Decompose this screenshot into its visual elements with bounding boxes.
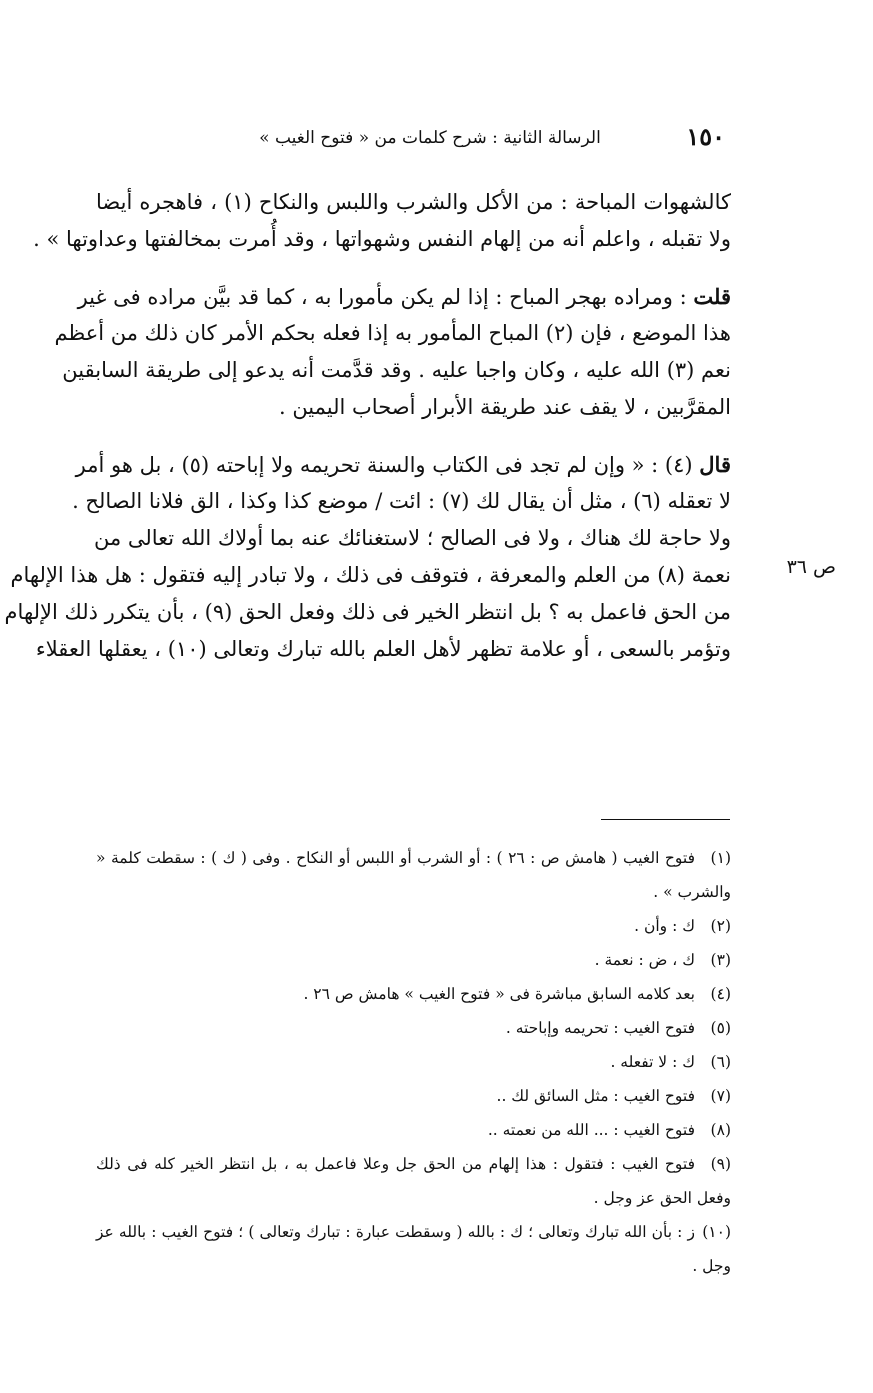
footnote-line <box>96 943 731 977</box>
footnote-text: فتوح الغيب : ... الله من نعمته .. <box>487 1121 695 1139</box>
footnote-line: والشرب » . <box>653 883 731 901</box>
footnote-number: (٩) <box>710 1155 732 1173</box>
margin-page-reference: ص ٣٦ <box>786 556 836 578</box>
footnote-number: (٨) <box>710 1121 731 1139</box>
footnote-separator <box>601 819 730 820</box>
footnote <box>96 1147 731 1215</box>
text-line: وتؤمر بالسعى ، أو علامة تظهر لأهل العلم بالله تبارك وتعالى (١٠) ، يعقلها العقلاء <box>35 637 731 661</box>
paragraph-lead-word: قال <box>699 452 731 477</box>
footnote <box>96 909 731 943</box>
footnote-number: (٧) <box>710 1087 731 1105</box>
footnote-text: ز : بأن الله تبارك وتعالى ؛ ك : بالله ( وسقطت عبارة : تبارك وتعالى ) ؛ فتوح الغيب : بالله عز <box>96 1223 695 1241</box>
footnote-text: ك ، ض : نعمة . <box>594 951 695 969</box>
footnote <box>96 1011 731 1045</box>
text-line: لا تعقله (٦) ، مثل أن يقال لك (٧) : ائت / موضع كذا وكذا ، الق فلانا الصالح . <box>72 489 731 513</box>
text-line: كالشهوات المباحة : من الأكل والشرب واللبس والنكاح (١) ، فاهجره أيضا <box>96 190 731 214</box>
text-line: ولا حاجة لك هناك ، ولا فى الصالح ؛ لاستغنائك عنه بما أولاك الله تعالى من <box>93 526 731 550</box>
footnote-number: (٤) <box>710 985 731 1003</box>
text-line <box>77 278 731 315</box>
footnote-line: وفعل الحق عز وجل . <box>593 1189 731 1207</box>
paragraph <box>4 446 731 668</box>
footnotes <box>96 841 731 1283</box>
footnote-line <box>96 1045 731 1079</box>
footnote-line <box>96 1147 731 1181</box>
footnote-line <box>96 841 731 875</box>
footnote-number: (٢) <box>710 917 731 935</box>
footnote-text: فتوح الغيب : تحريمه وإباحته . <box>505 1019 695 1037</box>
text-line: من الحق فاعمل به ؟ بل انتظر الخير فى ذلك وفعل الحق (٩) ، بأن يتكرر ذلك الإلهام <box>4 600 731 624</box>
text-line: ولا تقبله ، واعلم أنه من إلهام النفس وشهواتها ، وقد أُمرت بمخالفتها وعداوتها » . <box>33 227 731 251</box>
footnote-number: (٦) <box>710 1053 731 1071</box>
paragraph <box>33 184 731 258</box>
running-title: الرسالة الثانية : شرح كلمات من « فتوح الغيب » <box>259 128 601 148</box>
text-line: نعمة (٨) من العلم والمعرفة ، فتوقف فى ذلك ، ولا تبادر إليه فتقول : هل هذا الإلهام <box>10 563 731 587</box>
text-line <box>75 446 731 483</box>
page-number: ١٥٠ <box>686 122 725 151</box>
main-text <box>4 184 731 668</box>
footnote-number: (٣) <box>710 951 731 969</box>
text-line-rest: (٤) : « وإن لم تجد فى الكتاب والسنة تحريمه ولا إباحته (٥) ، بل هو أمر <box>75 453 700 477</box>
footnote-line <box>96 977 731 1011</box>
footnote-text: فتوح الغيب : مثل السائق لك .. <box>496 1087 695 1105</box>
footnote <box>96 841 731 909</box>
footnote <box>96 1045 731 1079</box>
footnote-text: فتوح الغيب : فتقول : هذا إلهام من الحق جل وعلا فاعمل به ، بل انتظر الخير كله فى ذلك <box>96 1155 696 1173</box>
footnote-text: فتوح الغيب ( هامش ص : ٢٦ ) : أو الشرب أو اللبس أو النكاح . وفى ( ك ) : سقطت كلمة « <box>96 849 695 867</box>
footnote-line <box>96 909 731 943</box>
footnote-line <box>96 1113 731 1147</box>
footnote-number: (٥) <box>710 1019 731 1037</box>
footnote-number: (١٠) <box>702 1223 731 1241</box>
footnote-line <box>96 1011 731 1045</box>
footnote-line <box>96 1079 731 1113</box>
footnote <box>96 1215 731 1283</box>
footnote-line: وجل . <box>692 1257 731 1275</box>
footnote <box>96 943 731 977</box>
text-line: هذا الموضع ، فإن (٢) المباح المأمور به إذا فعله بحكم الأمر كان ذلك من أعظم <box>54 321 731 345</box>
text-line: المقرَّبين ، لا يقف عند طريقة الأبرار أصحاب اليمين . <box>278 395 731 419</box>
paragraph-lead-word: قلت <box>693 284 731 309</box>
text-line: نعم (٣) الله عليه ، وكان واجبا عليه . وقد قدَّمت أنه يدعو إلى طريقة السابقين <box>62 358 731 382</box>
footnote <box>96 1113 731 1147</box>
text-line-rest: : ومراده بهجر المباح : إذا لم يكن مأمورا به ، كما قد بيَّن مراده فى غير <box>77 285 694 309</box>
footnote-text: ك : لا تفعله . <box>610 1053 695 1071</box>
footnote <box>96 977 731 1011</box>
footnote <box>96 1079 731 1113</box>
footnote-text: بعد كلامه السابق مباشرة فى « فتوح الغيب » هامش ص ٢٦ . <box>303 985 695 1003</box>
footnote-text: ك : وأن . <box>634 917 695 935</box>
paragraph <box>54 278 731 426</box>
footnote-number: (١) <box>710 849 731 867</box>
footnote-line <box>96 1215 731 1249</box>
